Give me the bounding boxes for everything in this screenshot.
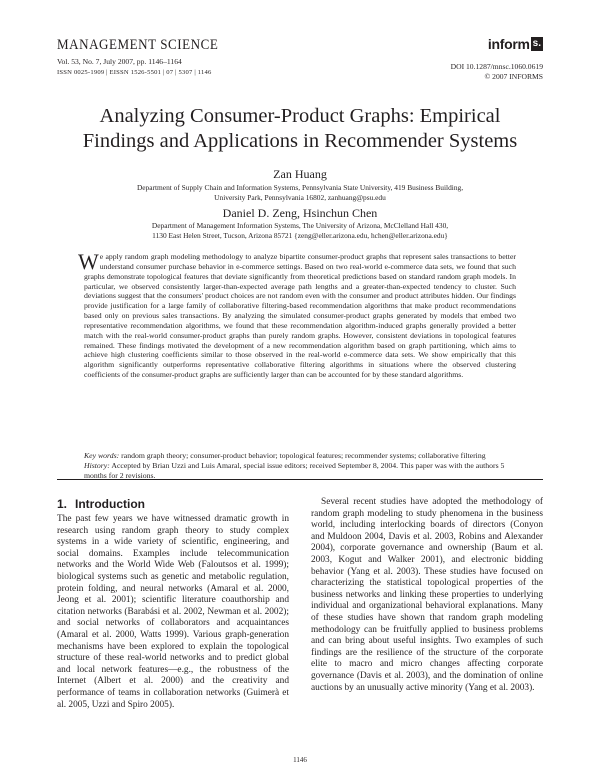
intro-paragraph-2: Several recent studies have adopted the methodology of random graph modeling to study phenomena in the business world, including interlocking boards of directors (Conyon and Muldoon 2004, Davis et al. 2003, Robins and Alexander 2004), corporate governance and ownership (Baum et al. 2003, Kogut and Walker 2001), and electronic bidding behavior (Yang et al. 2003). These studies have focused on characterizing the statistical topological properties of the business networks and linking these properties to underlying individual and organizational behavioral explanations. Many of these studies have shown that random graph modeling methodology can be fruitfully applied to business problems and can bring about useful insights. Two examples of such findings are the resilience of the structure of the corporate elite to macro and micro changes affecting corporate governance (Davis et al. 2003), and the domination of online auctions by an unusually active minority (Yang et al. 2003).	[311, 497, 543, 693]
author-2-affiliation	[57, 221, 543, 240]
affil-1-line-2: University Park, Pennsylvania 16802, zanhuang@psu.edu	[214, 192, 386, 202]
body-column-left	[57, 497, 289, 711]
affil-1-line-1: Department of Supply Chain and Information Systems, Pennsylvania State University, 419 Business Building,	[136, 183, 464, 192]
journal-name: MANAGEMENT SCIENCE	[57, 37, 219, 53]
logo-box: s.	[532, 37, 541, 49]
keywords-label: Key words:	[84, 451, 120, 460]
issn-line: ISSN 0025-1909 | EISSN 1526-5501 | 07 | 5307 | 1146	[57, 69, 212, 76]
keywords-history	[84, 451, 516, 480]
doi: DOI 10.1287/mnsc.1060.0619	[450, 62, 543, 71]
abstract-text: e apply random graph modeling methodology to analyze bipartite consumer-product graphs that represent sales transactions to better understand consumer purchase behavior in e-commerce settings. Based on two real-world e-commerce data sets, we found that such graphs demonstrate topological features that deviate significantly from theoretical predictions based on standard random graph models. In particular, we observed consistently larger-than-expected average path lengths and a greater-than-expected tendency to cluster. Such deviations suggest that the consumers' product choices are not random even with the consumer and product attributes hidden. Our findings provide justification for a large family of collaborative filtering-based recommendation algorithms that make product recommendations based only on previous sales transactions. By analyzing the simulated consumer-product graphs generated by models that embed two representative recommendation algorithms, we found that these recommendation algorithm-induced graphs generally provided a better match with the real-world consumer-product graphs than purely random graphs. However, consistent deviations in topological features remained. These findings motivated the development of a new recommendation algorithm based on graph partitioning, which aims to achieve high clustering coefficients similar to those observed in the real-world e-commerce data sets. We show empirically that this algorithm significantly outperforms representative collaborative filtering algorithms in situations where the observed clustering coefficients of the consumer-product graphs are sufficiently larger than can be accounted for by these standard algorithms.	[84, 252, 516, 380]
author-1-affiliation	[57, 183, 543, 202]
author-2: Daniel D. Zeng, Hsinchun Chen	[222, 206, 378, 220]
body-column-right	[311, 497, 543, 694]
history-label: History:	[84, 460, 110, 470]
logo-text: inform	[487, 35, 530, 52]
affil-2-line-1: Department of Management Information Systems, The University of Arizona, McClelland Hall 430,	[151, 221, 449, 230]
copyright: © 2007 INFORMS	[484, 72, 543, 81]
author-1: Zan Huang	[273, 167, 327, 181]
volume-line: Vol. 53, No. 7, July 2007, pp. 1146–1164	[57, 57, 182, 66]
history-text: Accepted by Brian Uzzi and Luis Amaral, special issue editors; received September 8, 2004. This paper was with the authors 5 months for 2 revisions.	[84, 460, 505, 480]
section-divider	[57, 479, 543, 480]
section-heading	[57, 497, 289, 511]
section-number: 1.	[57, 497, 68, 511]
page-number: 1146	[293, 756, 307, 764]
section-title: Introduction	[75, 497, 145, 511]
intro-paragraph-1: The past few years we have witnessed dramatic growth in research using random graph theory to study complex systems in a wide variety of scientific, engineering, and social domains. Examples include telecommunication networks and the World Wide Web (Faloutsos et al. 1999); biological systems such as genetic and metabolic regulation, protein folding, and neural networks (Amaral et al. 2000, Jeong et al. 2001); scientific literature coauthorship and citation networks (Barabási et al. 2002, Newman et al. 2002); and social networks of collaborators and acquaintances (Amaral et al. 2000, Watts 1999). Various graph-generation mechanisms have been explored to explain the topological structure of these real-world networks and to predict global and local network features—e.g., the robustness of the Internet (Albert et al. 2000) and the creativity and performance of teams in collaboration networks (Guimerà et al. 2005, Uzzi and Spiro 2005).	[57, 514, 289, 710]
abstract	[78, 249, 516, 380]
paper-title	[40, 104, 560, 154]
keywords	[84, 451, 516, 461]
history	[84, 461, 516, 481]
affil-2-line-2: 1130 East Helen Street, Tucson, Arizona 85721 {zeng@eller.arizona.edu, hchen@eller.arizona.edu}	[152, 230, 448, 240]
keywords-text: random graph theory; consumer-product behavior; topological features; recommender systems; collaborative filtering	[121, 451, 486, 460]
informs-logo	[488, 36, 543, 51]
title-line-2: Findings and Applications in Recommender Systems	[82, 130, 518, 152]
title-line-1: Analyzing Consumer-Product Graphs: Empirical	[99, 105, 501, 127]
abstract-dropcap: W	[78, 249, 99, 274]
journal-meta	[57, 56, 211, 78]
doi-block	[451, 62, 543, 82]
